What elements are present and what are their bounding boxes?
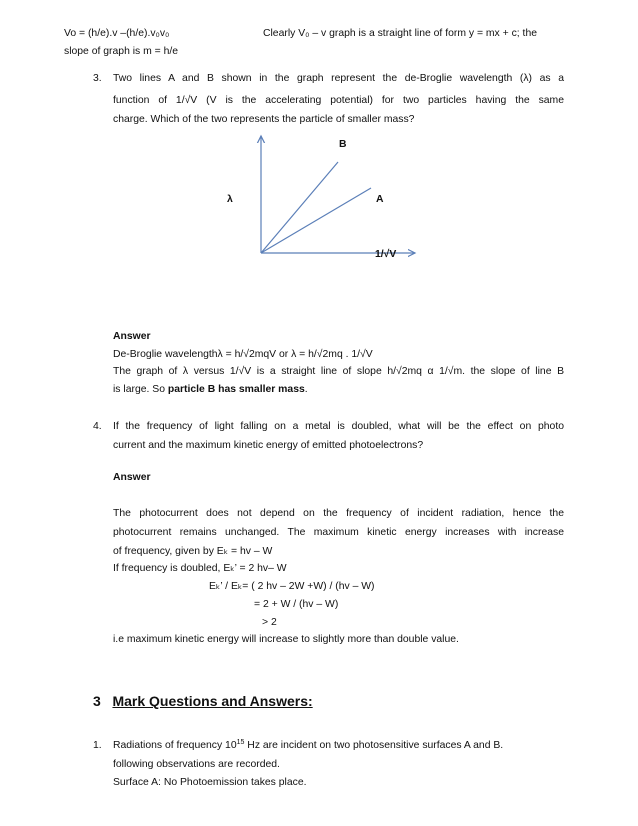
q3-line2: function of 1/√V (V is the accelerating potential) for two particles having the same: [113, 95, 564, 106]
q3-answer-heading: Answer: [113, 331, 151, 342]
graph-label-a: A: [376, 194, 384, 205]
q4-ans-line2: photocurrent remains unchanged. The maximum kinetic energy increases with increase: [113, 527, 564, 538]
q1-line3: Surface A: No Photoemission takes place.: [113, 777, 307, 788]
line-b: [261, 162, 338, 253]
q4-number: 4.: [93, 421, 102, 432]
section-number: 3: [93, 693, 101, 709]
q3-answer-line1: De-Broglie wavelengthλ = h/√2mqV or λ = h/√2mq . 1/√V: [113, 349, 373, 360]
q4-ans-line5: Eₖ’ / Eₖ= ( 2 hv – 2W +W) / (hv – W): [209, 581, 375, 592]
q4-ans-line3: of frequency, given by Eₖ = hv – W: [113, 546, 273, 557]
q3-answer-line3: [113, 383, 308, 396]
formula-right: Clearly V₀ – v graph is a straight line of form y = mx + c; the: [263, 28, 538, 39]
q4-ans-line7: > 2: [262, 617, 277, 628]
q1-line1-post: Hz are incident on two photosensitive surfaces A and B.: [244, 740, 504, 751]
q3-line3: charge. Which of the two represents the particle of smaller mass?: [113, 114, 415, 125]
q4-ans-line4: If frequency is doubled, Eₖ’ = 2 hv– W: [113, 563, 287, 574]
graph-label-lambda: λ: [227, 194, 233, 205]
q1-line1: [113, 739, 564, 752]
q1-exponent: 15: [236, 739, 245, 746]
q4-ans-line6: = 2 + W / (hv – W): [254, 599, 339, 610]
q4-line1: If the frequency of light falling on a metal is doubled, what will be the effect on photo: [113, 421, 564, 432]
q4-ans-line1: The photocurrent does not depend on the frequency of incident radiation, hence the: [113, 508, 564, 519]
section-heading: [93, 693, 313, 709]
graph-label-b: B: [339, 139, 347, 150]
q3-answer-conclusion: particle B has smaller mass: [167, 384, 305, 395]
slope-line: slope of graph is m = h/e: [64, 46, 179, 57]
q3-answer-line2: The graph of λ versus 1/√V is a straight line of slope h/√2mq α 1/√m. the slope of line B: [113, 366, 564, 377]
q1-line2: following observations are recorded.: [113, 759, 280, 770]
line-a: [261, 188, 371, 253]
q4-ans-line8: i.e maximum kinetic energy will increase to slightly more than double value.: [113, 634, 459, 645]
formula-left: Vo = (h/e).v –(h/e).v₀v₀: [64, 28, 170, 39]
graph-label-x: 1/√V: [375, 249, 397, 260]
q3-answer-line3-start: is large. So: [113, 384, 168, 395]
q3-line1: Two lines A and B shown in the graph represent the de-Broglie wavelength (λ) as a: [113, 73, 564, 84]
q1-line1-pre: Radiations of frequency 10: [113, 740, 237, 751]
q4-line2: current and the maximum kinetic energy of emitted photoelectrons?: [113, 440, 424, 451]
q3-answer-line3-end: .: [304, 384, 308, 395]
q1-number: 1.: [93, 740, 102, 751]
q4-answer-heading: Answer: [113, 472, 151, 483]
section-title: Mark Questions and Answers:: [112, 693, 313, 709]
q3-number: 3.: [93, 73, 102, 84]
